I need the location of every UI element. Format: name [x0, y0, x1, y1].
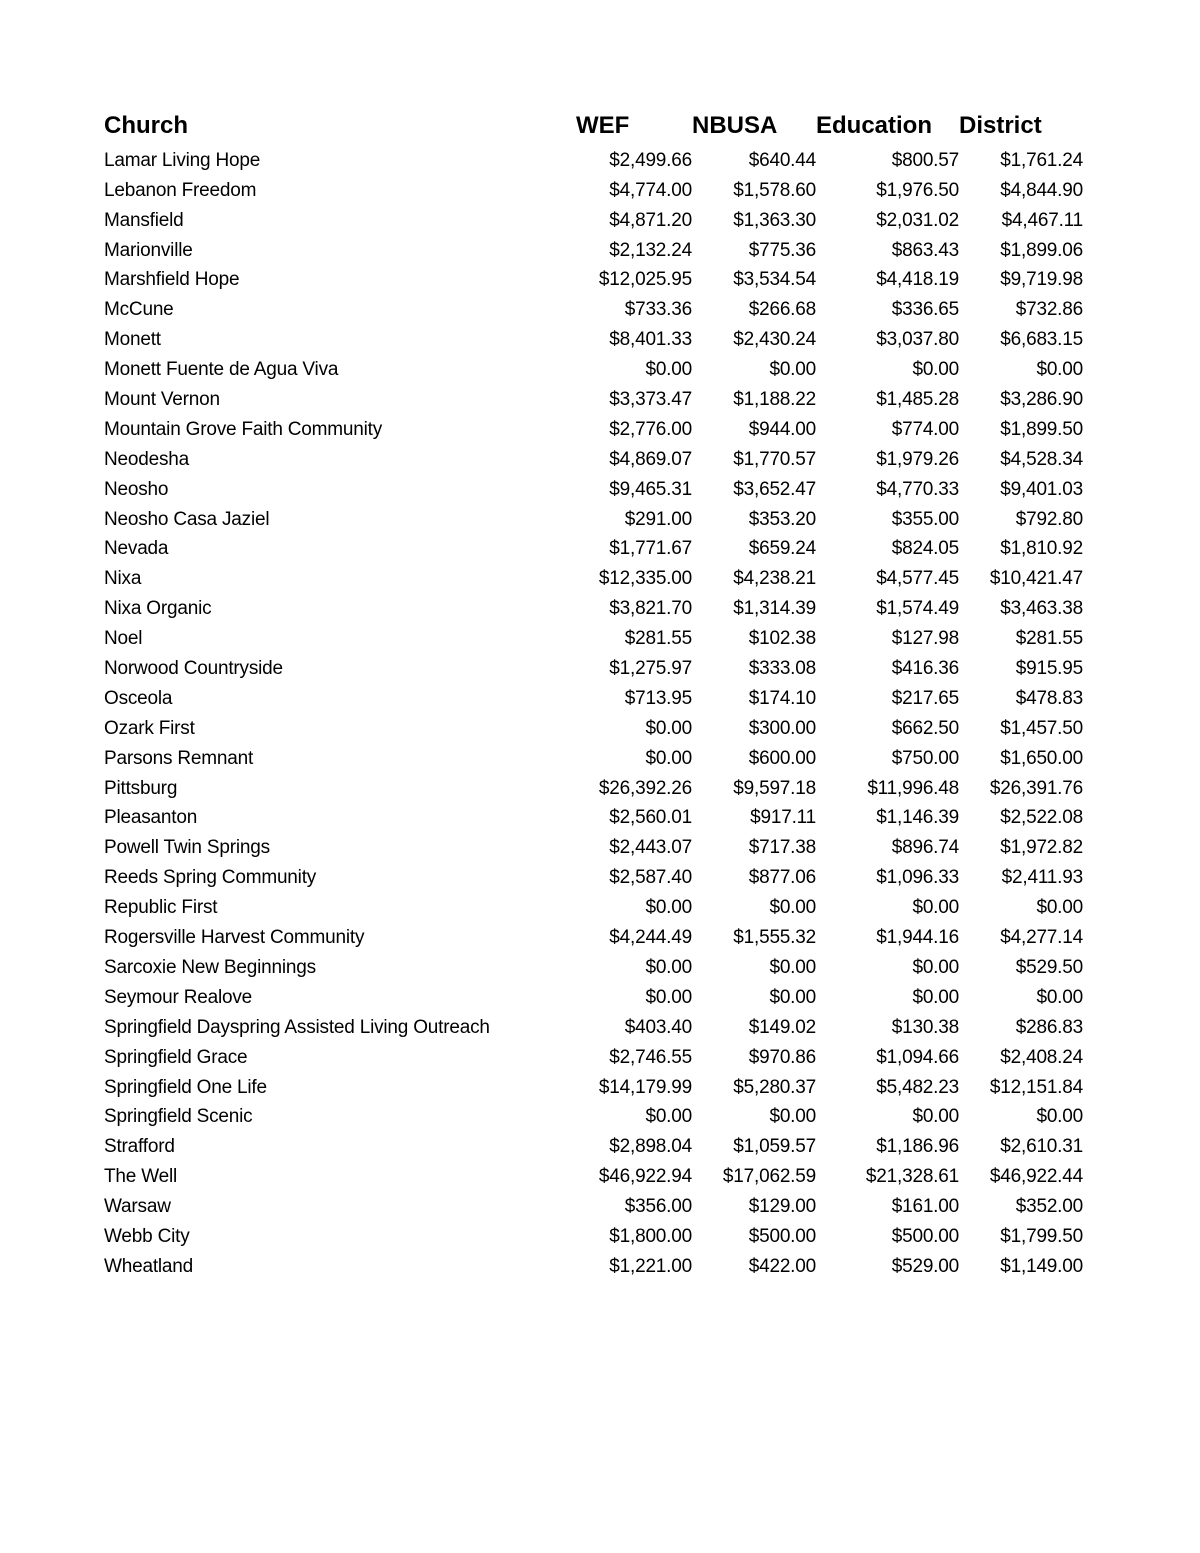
cell-wef: $2,132.24: [609, 239, 692, 261]
cell-education: $1,976.50: [876, 179, 959, 201]
cell-wef: $4,871.20: [609, 209, 692, 231]
cell-education: $0.00: [912, 986, 959, 1008]
cell-church: Neodesha: [104, 448, 190, 470]
cell-nbusa: $3,534.54: [733, 269, 816, 291]
table-row: [104, 981, 1084, 1011]
cell-nbusa: $353.20: [748, 508, 816, 530]
cell-church: Monett Fuente de Agua Viva: [104, 359, 339, 381]
cell-wef: $1,275.97: [609, 658, 692, 680]
table-row: [104, 712, 1084, 742]
cell-nbusa: $1,363.30: [733, 209, 816, 231]
cell-wef: $2,587.40: [609, 867, 692, 889]
table-body: [104, 144, 1084, 1280]
cell-education: $161.00: [891, 1196, 959, 1218]
cell-wef: $733.36: [624, 299, 692, 321]
cell-church: Ozark First: [104, 717, 195, 739]
table-row: [104, 353, 1084, 383]
table-row: [104, 443, 1084, 473]
cell-wef: $2,443.07: [609, 837, 692, 859]
table-row: [104, 174, 1084, 204]
cell-wef: $0.00: [645, 956, 692, 978]
cell-church: Pittsburg: [104, 777, 178, 799]
cell-church: Neosho: [104, 478, 169, 500]
table-row: [104, 772, 1084, 802]
cell-education: $355.00: [891, 508, 959, 530]
header-church: Church: [104, 112, 188, 139]
cell-wef: $291.00: [624, 508, 692, 530]
cell-district: $1,972.82: [1000, 837, 1083, 859]
table-row: [104, 891, 1084, 921]
table-row: [104, 144, 1084, 174]
header-wef-label: WEF: [576, 112, 630, 139]
cell-church: Marshfield Hope: [104, 269, 240, 291]
table-row: [104, 742, 1084, 772]
table-row: [104, 592, 1084, 622]
table-row: [104, 1011, 1084, 1041]
cell-education: $416.36: [891, 658, 959, 680]
cell-education: $11,996.48: [867, 777, 959, 799]
cell-wef: $12,025.95: [598, 269, 692, 291]
cell-church: Springfield Grace: [104, 1046, 248, 1068]
cell-nbusa: $600.00: [748, 747, 816, 769]
cell-district: $792.80: [1015, 508, 1083, 530]
cell-wef: $0.00: [645, 359, 692, 381]
table-row: [104, 533, 1084, 563]
cell-nbusa: $2,430.24: [733, 329, 816, 351]
cell-education: $1,096.33: [876, 867, 959, 889]
cell-church: Strafford: [104, 1136, 175, 1158]
cell-nbusa: $944.00: [748, 418, 816, 440]
cell-district: $286.83: [1015, 1016, 1083, 1038]
cell-education: $336.65: [891, 299, 959, 321]
cell-education: $800.57: [891, 149, 959, 171]
cell-education: $3,037.80: [876, 329, 959, 351]
cell-wef: $1,800.00: [609, 1225, 692, 1247]
cell-wef: $0.00: [645, 897, 692, 919]
cell-district: $2,408.24: [1000, 1046, 1083, 1068]
cell-district: $0.00: [1036, 986, 1083, 1008]
cell-nbusa: $3,652.47: [733, 478, 816, 500]
cell-wef: $8,401.33: [609, 329, 692, 351]
cell-district: $1,810.92: [1000, 538, 1083, 560]
cell-church: Pleasanton: [104, 807, 198, 829]
cell-education: $774.00: [891, 418, 959, 440]
cell-nbusa: $917.11: [750, 807, 816, 829]
cell-church: Neosho Casa Jaziel: [104, 508, 270, 530]
cell-education: $1,979.26: [876, 448, 959, 470]
cell-nbusa: $17,062.59: [722, 1166, 816, 1188]
cell-education: $127.98: [891, 628, 959, 650]
table-row: [104, 831, 1084, 861]
cell-nbusa: $659.24: [748, 538, 816, 560]
cell-church: Springfield Dayspring Assisted Living Outreach: [104, 1016, 490, 1038]
cell-education: $0.00: [912, 897, 959, 919]
cell-church: Powell Twin Springs: [104, 837, 270, 859]
cell-wef: $3,821.70: [609, 598, 692, 620]
cell-church: The Well: [104, 1166, 178, 1188]
cell-church: Monett: [104, 329, 161, 351]
cell-district: $0.00: [1036, 359, 1083, 381]
cell-church: Noel: [104, 628, 143, 650]
cell-nbusa: $300.00: [748, 717, 816, 739]
cell-district: $9,401.03: [1000, 478, 1083, 500]
cell-wef: $0.00: [645, 986, 692, 1008]
cell-church: Nixa: [104, 568, 142, 590]
cell-nbusa: $1,188.22: [733, 389, 816, 411]
cell-wef: $46,922.94: [598, 1166, 692, 1188]
cell-district: $3,463.38: [1000, 598, 1083, 620]
cell-wef: $4,774.00: [609, 179, 692, 201]
cell-education: $4,577.45: [876, 568, 959, 590]
cell-wef: $12,335.00: [598, 568, 692, 590]
cell-wef: $0.00: [645, 717, 692, 739]
cell-nbusa: $717.38: [748, 837, 816, 859]
cell-nbusa: $5,280.37: [733, 1076, 816, 1098]
cell-education: $2,031.02: [876, 209, 959, 231]
cell-church: Norwood Countryside: [104, 658, 283, 680]
cell-nbusa: $174.10: [748, 687, 816, 709]
table-row: [104, 234, 1084, 264]
cell-district: $46,922.44: [989, 1166, 1083, 1188]
cell-nbusa: $0.00: [769, 897, 816, 919]
table-row: [104, 1101, 1084, 1131]
cell-district: $2,610.31: [1000, 1136, 1083, 1158]
cell-district: $1,899.06: [1000, 239, 1083, 261]
cell-wef: $4,869.07: [609, 448, 692, 470]
cell-wef: $281.55: [624, 628, 692, 650]
cell-district: $2,411.93: [1001, 867, 1083, 889]
cell-wef: $9,465.31: [609, 478, 692, 500]
cell-education: $500.00: [891, 1225, 959, 1247]
cell-district: $2,522.08: [1000, 807, 1083, 829]
cell-education: $0.00: [912, 359, 959, 381]
cell-church: Springfield One Life: [104, 1076, 267, 1098]
cell-education: $662.50: [891, 717, 959, 739]
cell-district: $478.83: [1015, 687, 1083, 709]
table-row: [104, 861, 1084, 891]
cell-wef: $2,776.00: [609, 418, 692, 440]
cell-church: Webb City: [104, 1225, 190, 1247]
cell-church: McCune: [104, 299, 174, 321]
table-row: [104, 622, 1084, 652]
cell-education: $130.38: [891, 1016, 959, 1038]
table-row: [104, 682, 1084, 712]
cell-wef: $713.95: [624, 687, 692, 709]
table-row: [104, 652, 1084, 682]
cell-wef: $2,560.01: [609, 807, 692, 829]
cell-nbusa: $266.68: [748, 299, 816, 321]
cell-district: $4,528.34: [1000, 448, 1083, 470]
cell-wef: $4,244.49: [609, 927, 692, 949]
cell-church: Mount Vernon: [104, 389, 220, 411]
cell-district: $4,277.14: [1000, 927, 1083, 949]
cell-nbusa: $0.00: [769, 1106, 816, 1128]
cell-nbusa: $0.00: [769, 956, 816, 978]
cell-church: Springfield Scenic: [104, 1106, 253, 1128]
table-row: [104, 802, 1084, 832]
cell-education: $824.05: [891, 538, 959, 560]
cell-church: Lamar Living Hope: [104, 149, 261, 171]
cell-district: $12,151.84: [989, 1076, 1083, 1098]
cell-nbusa: $1,314.39: [733, 598, 816, 620]
cell-nbusa: $129.00: [748, 1196, 816, 1218]
cell-nbusa: $1,555.32: [733, 927, 816, 949]
cell-district: $1,761.24: [1000, 149, 1083, 171]
table-row: [104, 1160, 1084, 1190]
cell-nbusa: $877.06: [748, 867, 816, 889]
cell-district: $1,799.50: [1000, 1225, 1083, 1247]
cell-wef: $14,179.99: [598, 1076, 692, 1098]
cell-nbusa: $1,059.57: [733, 1136, 816, 1158]
cell-education: $529.00: [891, 1255, 959, 1277]
table-row: [104, 1220, 1084, 1250]
cell-district: $281.55: [1015, 628, 1083, 650]
cell-education: $21,328.61: [865, 1166, 959, 1188]
cell-church: Nixa Organic: [104, 598, 212, 620]
cell-education: $1,944.16: [876, 927, 959, 949]
cell-education: $750.00: [891, 747, 959, 769]
cell-nbusa: $333.08: [748, 658, 816, 680]
table-row: [104, 921, 1084, 951]
cell-nbusa: $1,578.60: [733, 179, 816, 201]
header-wef: [574, 113, 692, 139]
cell-district: $1,650.00: [1000, 747, 1083, 769]
table-row: [104, 293, 1084, 323]
cell-district: $0.00: [1036, 897, 1083, 919]
cell-district: $10,421.47: [989, 568, 1083, 590]
cell-district: $732.86: [1015, 299, 1083, 321]
cell-nbusa: $102.38: [748, 628, 816, 650]
cell-nbusa: $0.00: [769, 986, 816, 1008]
cell-nbusa: $775.36: [748, 239, 816, 261]
cell-education: $4,770.33: [876, 478, 959, 500]
table-header-row: [104, 108, 1084, 144]
cell-nbusa: $149.02: [748, 1016, 816, 1038]
cell-district: $3,286.90: [1000, 389, 1083, 411]
cell-church: Rogersville Harvest Community: [104, 927, 365, 949]
cell-district: $6,683.15: [1000, 329, 1083, 351]
cell-nbusa: $9,597.18: [733, 777, 816, 799]
cell-district: $9,719.98: [1000, 269, 1083, 291]
cell-education: $0.00: [912, 956, 959, 978]
cell-education: $896.74: [891, 837, 959, 859]
cell-wef: $1,771.67: [609, 538, 692, 560]
cell-church: Parsons Remnant: [104, 747, 254, 769]
cell-church: Wheatland: [104, 1255, 194, 1277]
cell-nbusa: $4,238.21: [733, 568, 816, 590]
cell-education: $1,574.49: [876, 598, 959, 620]
cell-church: Marionville: [104, 239, 193, 261]
cell-wef: $0.00: [645, 1106, 692, 1128]
cell-district: $1,899.50: [1000, 418, 1083, 440]
cell-church: Seymour Realove: [104, 986, 253, 1008]
cell-church: Osceola: [104, 687, 173, 709]
cell-district: $26,391.76: [989, 777, 1083, 799]
cell-wef: $0.00: [645, 747, 692, 769]
cell-nbusa: $500.00: [748, 1225, 816, 1247]
cell-nbusa: $1,770.57: [733, 448, 816, 470]
cell-education: $1,094.66: [876, 1046, 959, 1068]
cell-church: Nevada: [104, 538, 169, 560]
header-district: District: [959, 112, 1042, 139]
table-row: [104, 413, 1084, 443]
table-row: [104, 264, 1084, 294]
cell-education: $863.43: [891, 239, 959, 261]
cell-district: $915.95: [1015, 658, 1083, 680]
cell-wef: $26,392.26: [598, 777, 692, 799]
cell-education: $5,482.23: [876, 1076, 959, 1098]
table-row: [104, 473, 1084, 503]
table-row: [104, 383, 1084, 413]
cell-wef: $2,746.55: [609, 1046, 692, 1068]
cell-wef: $3,373.47: [609, 389, 692, 411]
cell-church: Warsaw: [104, 1196, 171, 1218]
cell-district: $1,457.50: [1000, 717, 1083, 739]
cell-education: $0.00: [912, 1106, 959, 1128]
header-nbusa: NBUSA: [692, 112, 778, 139]
cell-nbusa: $0.00: [769, 359, 816, 381]
cell-district: $529.50: [1015, 956, 1083, 978]
cell-church: Mountain Grove Faith Community: [104, 418, 383, 440]
cell-education: $1,146.39: [876, 807, 959, 829]
cell-wef: $356.00: [624, 1196, 692, 1218]
cell-church: Mansfield: [104, 209, 184, 231]
table-row: [104, 1190, 1084, 1220]
table-row: [104, 323, 1084, 353]
cell-church: Republic First: [104, 897, 218, 919]
cell-church: Sarcoxie New Beginnings: [104, 956, 316, 978]
table-row: [104, 503, 1084, 533]
cell-nbusa: $422.00: [748, 1255, 816, 1277]
cell-wef: $2,898.04: [609, 1136, 692, 1158]
cell-wef: $403.40: [624, 1016, 692, 1038]
cell-district: $0.00: [1036, 1106, 1083, 1128]
table-row: [104, 1071, 1084, 1101]
table-row: [104, 951, 1084, 981]
cell-education: $4,418.19: [876, 269, 959, 291]
cell-nbusa: $640.44: [748, 149, 816, 171]
table-row: [104, 1041, 1084, 1071]
cell-church: Reeds Spring Community: [104, 867, 317, 889]
table-row: [104, 562, 1084, 592]
cell-church: Lebanon Freedom: [104, 179, 257, 201]
table-row: [104, 1250, 1084, 1280]
cell-nbusa: $970.86: [748, 1046, 816, 1068]
cell-education: $217.65: [891, 687, 959, 709]
cell-district: $4,844.90: [1000, 179, 1083, 201]
table-row: [104, 204, 1084, 234]
cell-education: $1,485.28: [876, 389, 959, 411]
cell-education: $1,186.96: [876, 1136, 959, 1158]
cell-wef: $2,499.66: [609, 149, 692, 171]
cell-district: $1,149.00: [1000, 1255, 1083, 1277]
cell-district: $352.00: [1015, 1196, 1083, 1218]
cell-district: $4,467.11: [1001, 209, 1083, 231]
church-contributions-table: [104, 108, 1084, 1280]
header-education: Education: [816, 112, 933, 139]
table-row: [104, 1130, 1084, 1160]
cell-wef: $1,221.00: [609, 1255, 692, 1277]
